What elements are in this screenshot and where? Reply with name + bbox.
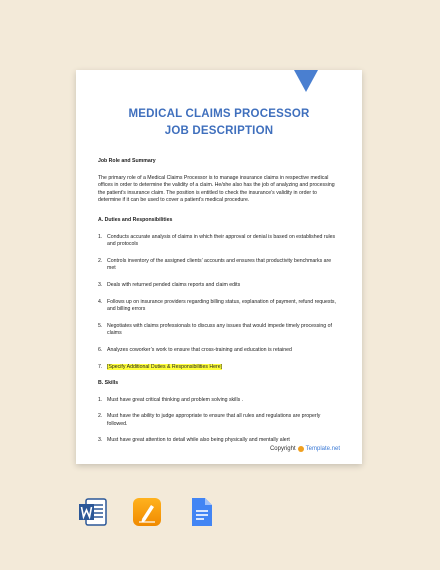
list-item: 4. Follows up on insurance providers regarding billing status, explanation of payment, refund requests, and billing errors xyxy=(98,298,336,313)
list-item: 1. Conducts accurate analysis of claims in which their approval or denial is based on established rules and protocols xyxy=(98,233,336,248)
document-title xyxy=(76,106,362,140)
list-item: 1. Must have great critical thinking and problem solving skills . xyxy=(98,396,244,403)
duties-list xyxy=(98,234,340,372)
list-item: 7. [Specify Additional Duties & Responsibilities Here] xyxy=(98,363,223,370)
list-item: 3. Deals with returned pended claims reports and claim edits xyxy=(98,281,241,288)
section-heading-summary: Job Role and Summary xyxy=(98,158,156,164)
list-item: 6. Analyzes coworker’s work to ensure that cross-training and education is retained xyxy=(98,346,292,353)
list-item: 3. Must have great attention to detail while also being physically and mentally alert xyxy=(98,437,290,444)
copyright-footer xyxy=(270,446,340,452)
google-docs-icon[interactable] xyxy=(186,497,216,527)
list-item: 2. Controls inventory of the assigned clients’ accounts and ensures that productivity benchmarks are met xyxy=(98,257,332,272)
placeholder-highlight: [Specify Additional Duties & Responsibilities Here] xyxy=(107,363,223,370)
title-line-1: MEDICAL CLAIMS PROCESSOR xyxy=(128,108,310,120)
list-item: 5. Negotiates with claims professionals to discuss any issues that would impede timely processing of claims xyxy=(98,322,332,337)
template-logo-icon xyxy=(298,446,304,452)
title-line-2: JOB DESCRIPTION xyxy=(164,125,274,137)
skills-list xyxy=(98,397,340,445)
list-item: 2. Must have the ability to judge appropriate to ensure that all rules and regulations are properly followed. xyxy=(98,413,321,427)
summary-paragraph: The primary role of a Medical Claims Processor is to manage insurance claims in respective medical offices in order to determine the validity of a claim. He/she also has the job of analyzing and processing the patient’s insurance claim. The position is entitled to check the insurance’s validity in order to determine if it can be used to cover a patient’s medical procedure. xyxy=(98,174,335,204)
app-icons xyxy=(78,497,216,527)
copyright-brand: Template.net xyxy=(305,446,340,452)
corner-triangle-icon xyxy=(294,70,318,94)
pages-icon[interactable] xyxy=(132,497,162,527)
word-icon[interactable] xyxy=(78,497,108,527)
section-heading-skills: B. Skills xyxy=(98,380,119,387)
copyright-label: Copyright xyxy=(269,446,296,452)
document-body xyxy=(98,158,340,454)
document-page xyxy=(76,70,362,464)
section-heading-duties: A. Duties and Responsibilities xyxy=(98,216,173,223)
